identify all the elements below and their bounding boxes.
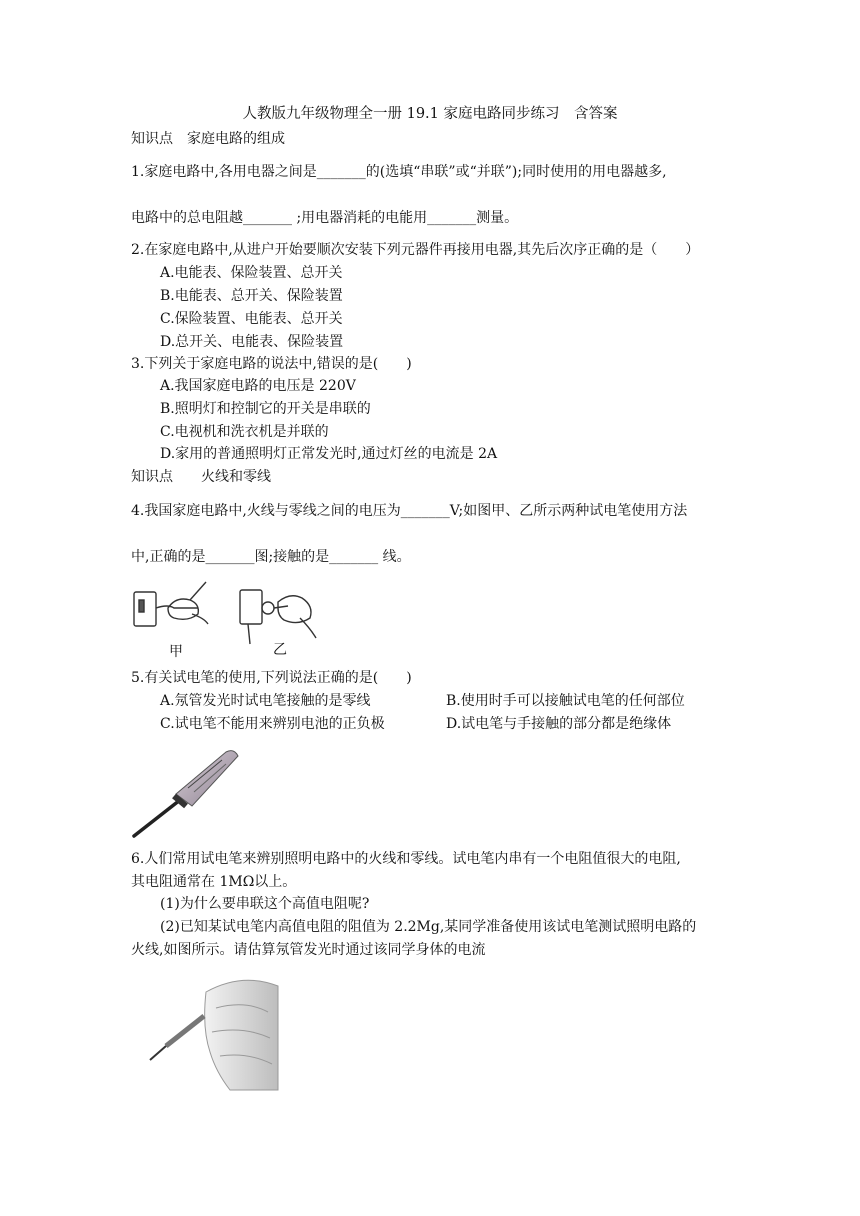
question-3-option-a: A.我国家庭电路的电压是 220V (160, 378, 356, 394)
question-6-line-1: 6.人们常用试电笔来辨别照明电路中的火线和零线。试电笔内串有一个电阻值很大的电阻, (131, 851, 681, 867)
test-pen-usage-figure (128, 578, 324, 660)
question-4-line-2: 中,正确的是_______图;接触的是_______ 线。 (131, 549, 411, 565)
question-6-sub-1: (1)为什么要串联这个高值电阻呢? (160, 896, 370, 912)
question-3-option-c: C.电视机和洗衣机是并联的 (160, 424, 329, 440)
test-pen-photo (128, 742, 244, 842)
question-5-option-c: C.试电笔不能用来辨别电池的正负极 (160, 716, 385, 732)
question-1-line-2: 电路中的总电阻越_______ ;用电器消耗的电能用_______测量。 (131, 210, 519, 226)
question-3-option-b: B.照明灯和控制它的开关是串联的 (160, 401, 371, 417)
question-6-sub-2-line-1: (2)已知某试电笔内高值电阻的阻值为 2.2Mg,某同学准备使用该试电笔测试照明电路的 (160, 919, 697, 935)
document-title: 人教版九年级物理全一册 19.1 家庭电路同步练习 含答案 (242, 106, 618, 122)
question-5-option-d: D.试电笔与手接触的部分都是绝缘体 (446, 716, 672, 732)
question-2-option-d: D.总开关、电能表、保险装置 (160, 334, 344, 350)
question-5-option-b: B.使用时手可以接触试电笔的任何部位 (446, 693, 685, 709)
question-1-line-1: 1.家庭电路中,各用电器之间是_______的(选填“串联”或“并联”);同时使用的用电器越多, (131, 164, 667, 180)
hand-holding-test-pen-photo (146, 972, 280, 1092)
figure-label-yi: 乙 (273, 642, 287, 658)
question-5-stem: 5.有关试电笔的使用,下列说法正确的是( ) (131, 670, 412, 686)
question-2-option-c: C.保险装置、电能表、总开关 (160, 311, 343, 327)
question-5-option-a: A.氖管发光时试电笔接触的是零线 (160, 693, 371, 709)
question-4-line-1: 4.我国家庭电路中,火线与零线之间的电压为_______V;如图甲、乙所示两种试电笔使用方法 (131, 503, 688, 519)
question-2-option-a: A.电能表、保险装置、总开关 (160, 265, 343, 281)
figure-label-jia: 甲 (169, 644, 183, 660)
question-3-option-d: D.家用的普通照明灯正常发光时,通过灯丝的电流是 2A (160, 446, 498, 462)
section-heading-composition: 知识点 家庭电路的组成 (131, 131, 285, 147)
question-6-line-2: 其电阻通常在 1MΩ以上。 (131, 874, 297, 890)
section-heading-live-neutral: 知识点 火线和零线 (131, 469, 271, 485)
question-3-stem: 3.下列关于家庭电路的说法中,错误的是( ) (131, 356, 412, 372)
question-6-sub-2-line-2: 火线,如图所示。请估算氖管发光时通过该同学身体的电流 (131, 942, 486, 958)
question-2-stem: 2.在家庭电路中,从进户开始要顺次安装下列元器件再接用电器,其先后次序正确的是（ ） (131, 242, 700, 258)
question-2-option-b: B.电能表、总开关、保险装置 (160, 288, 343, 304)
